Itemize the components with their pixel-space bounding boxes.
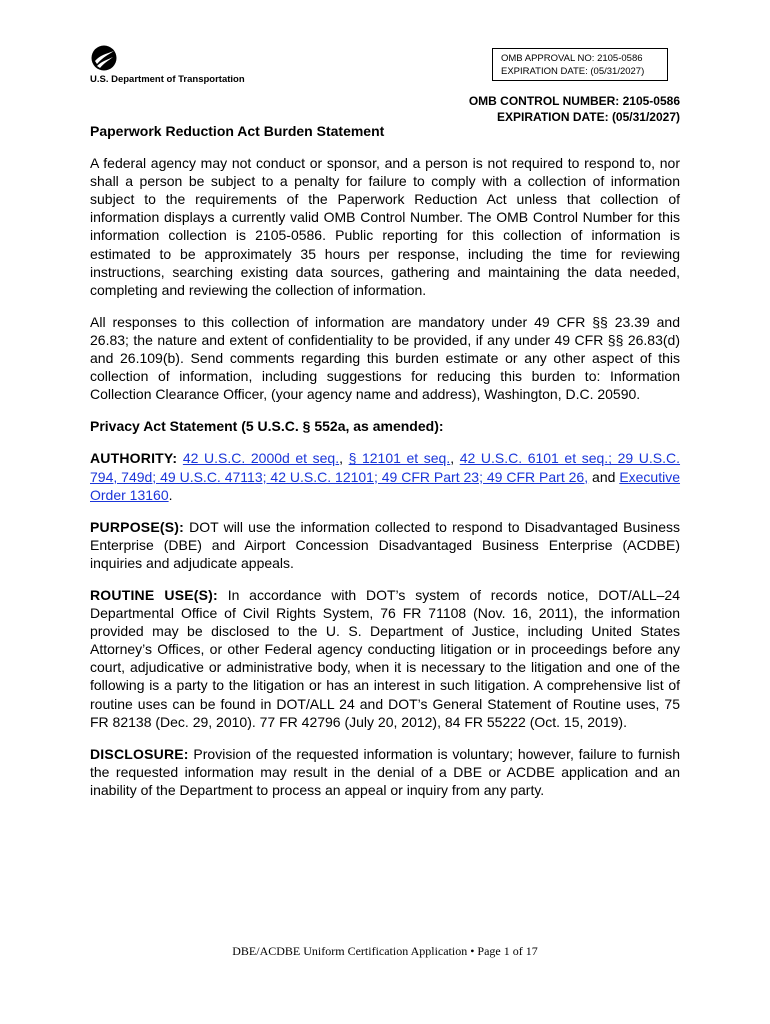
disclosure-paragraph	[90, 745, 680, 799]
routine-use-text: In accordance with DOT’s system of records notice, DOT/ALL–24 Departmental Office of Civil Rights System, 76 FR 71108 (Nov. 16, 2011), the information provided may be disclosed to the U. S. Department of Justice, including United States Attorney’s Offices, or other Federal agency conducting litigation or in proceedings before any court, adjudicative or administrative body, when it is necessary to the litigation and one of the following is a party to the litigation or has an interest in such litigation. A comprehensive list of routine uses can be found in DOT/ALL 24 and DOT’s General Statement of Routine uses, 75 FR 82138 (Dec. 29, 2010). 77 FR 42796 (July 20, 2012), 84 FR 55222 (Oct. 15, 2019).	[90, 586, 680, 730]
document-body	[90, 122, 680, 813]
authority-label: AUTHORITY:	[90, 450, 178, 467]
authority-sep-2: ,	[450, 450, 460, 467]
omb-approval-box	[492, 48, 668, 81]
authority-link-1[interactable]: 42 U.S.C. 2000d et seq.	[182, 450, 340, 467]
omb-control-number: OMB CONTROL NUMBER: 2105-0586	[468, 94, 680, 108]
paperwork-paragraph-1: A federal agency may not conduct or sponsor, and a person is not required to respond to, nor shall a person be subject to a penalty for failure to comply with a collection of information subject to the requirements of the Paperwork Reduction Act unless that collection of information displays a currently valid OMB Control Number. The OMB Control Number for this information collection is 2105-0586. Public reporting for this collection of information is estimated to be approximately 35 hours per response, including the time for reviewing instructions, searching existing data sources, gathering and maintaining the data needed, completing and reviewing the collection of information.	[90, 155, 680, 298]
authority-sep-1: ,	[339, 450, 349, 467]
purpose-text: DOT will use the information collected to respond to Disadvantaged Business Enterprise (DBE) and Airport Concession Disadvantaged Business Enterprise (ACDBE) inquiries and adjudicate appeals.	[90, 518, 680, 571]
authority-and: and	[588, 468, 620, 485]
purpose-label: PURPOSE(S):	[90, 518, 184, 535]
executive-order-link[interactable]: Executive Order 13160	[90, 468, 681, 503]
page-footer: DBE/ACDBE Uniform Certification Application • Page 1 of 17	[232, 944, 538, 958]
authority-end: .	[168, 486, 173, 503]
paperwork-title: Paperwork Reduction Act Burden Statement	[90, 123, 385, 139]
disclosure-text: Provision of the requested information is voluntary; however, failure to furnish the requested information may result in the denial of a DBE or ACDBE application and an inability of the Department to process an appeal or inquiry from any party.	[90, 745, 680, 798]
authority-link-2[interactable]: § 12101 et seq.	[348, 450, 451, 467]
omb-box-expiration: EXPIRATION DATE: (05/31/2027)	[501, 66, 645, 77]
routine-use-paragraph	[90, 586, 680, 731]
omb-approval-number: OMB APPROVAL NO: 2105-0586	[501, 53, 643, 64]
routine-use-label: ROUTINE USE(S):	[90, 586, 218, 603]
authority-paragraph	[90, 449, 680, 503]
purpose-paragraph	[90, 518, 680, 572]
omb-control-expiration: EXPIRATION DATE: (05/31/2027)	[497, 110, 680, 124]
paperwork-paragraph-2: All responses to this collection of information are mandatory under 49 CFR §§ 23.39 and 26.83; the nature and extent of confidentiality to be provided, if any under 49 CFR §§ 26.83(d) and 26.109(b). Send comments regarding this burden estimate or any other aspect of this collection of information, including suggestions for reducing this burden to: Information Collection Clearance Officer, (your agency name and address), Washington, D.C. 20590.	[90, 313, 680, 403]
omb-control-block	[469, 93, 680, 125]
disclosure-label: DISCLOSURE:	[90, 745, 189, 762]
authority-link-3[interactable]: 42 U.S.C. 6101 et seq.; 29 U.S.C. 794, 749d; 49 U.S.C. 47113; 42 U.S.C. 12101; 49 CFR Part 23; 49 CFR Part 26,	[90, 450, 681, 485]
agency-name: U.S. Department of Transportation	[90, 74, 245, 85]
privacy-title: Privacy Act Statement (5 U.S.C. § 552a, as amended):	[90, 418, 444, 435]
dot-logo-icon	[91, 45, 117, 71]
